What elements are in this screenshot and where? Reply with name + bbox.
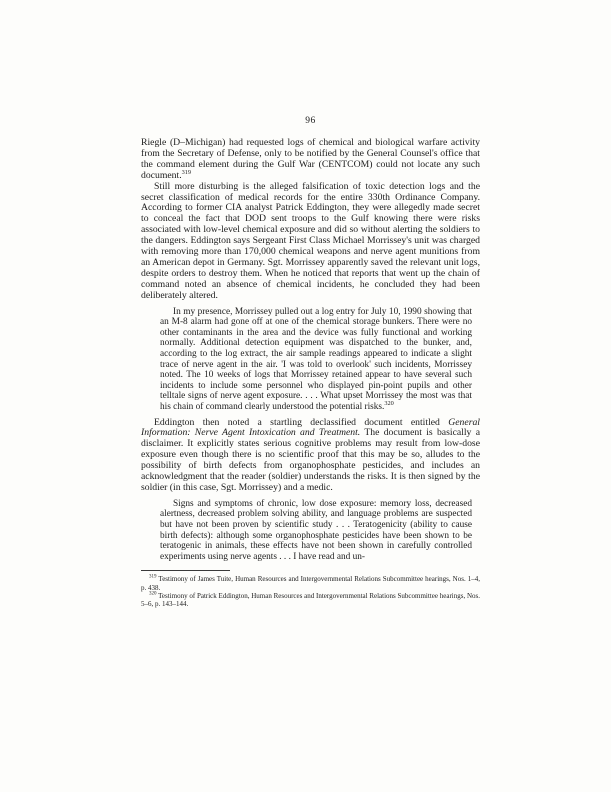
page-number: 96 xyxy=(305,116,316,126)
footnote-ref-320: 320 xyxy=(384,399,394,407)
quote-text: Signs and symptoms of chronic, low dose exposure: memory loss, decreased alertness, decreased problem solving ability, and language problems are suspected but have not been proven by scientific study . . . Teratogenicity (ability to cause birth defects): although some organophosphate pesticides have been shown to be teratogenic in animals, these effects have not been shown in carefully controlled experiments using nerve agents . . . I have read and un- xyxy=(160,498,472,562)
paragraph-text: Eddington then noted a startling declassified document entitled xyxy=(154,416,449,428)
block-quote-disclaimer xyxy=(160,499,472,563)
quote-text: In my presence, Morrissey pulled out a log entry for July 10, 1990 showing that an M-8 alarm had gone off at one of the chemical storage bunkers. There were no other contaminants in the area and the device was fully functional and working normally. Additional detection equipment was dispatched to the bunker, and, according to the log extract, the air sample readings appeared to indicate a slight trace of nerve agent in the air. 'I was told to overlook' such incidents, Morrissey noted. The 10 weeks of logs that Morrissey retained appear to have several such incidents to include some personnel who displayed pin-point pupils and other telltale signs of nerve agent exposure. . . . What upset Morrissey the most was that his chain of command clearly understood the potential risks. xyxy=(160,306,472,412)
paragraph-text: Still more disturbing is the alleged falsification of toxic detection logs and the secret classification of medical records for the entire 330th Ordinance Company. According to former CIA analyst Patrick Eddington, they were allegedly made secret to conceal the fact that DOD sent troops to the Gulf knowing there were risks associated with low-level chemical exposure and did so without alerting the soldiers to the dangers. Eddington says Sergeant First Class Michael Morrissey's unit was charged with removing more than 170,000 chemical weapons and nerve agent munitions from an American depot in Germany. Sgt. Morrissey apparently saved the relevant unit logs, despite orders to destroy them. When he noticed that reports that went up the chain of command noted an absence of chemical incidents, he concluded they had been deliberately altered. xyxy=(141,180,480,301)
footnote-divider xyxy=(141,570,230,571)
document-title: General Information: Nerve Agent Intoxication and Treatment. xyxy=(141,416,480,439)
paragraph-riegle xyxy=(141,138,480,182)
footnote-320 xyxy=(141,592,480,608)
footnote-319 xyxy=(141,575,480,591)
footnote-number: 320 xyxy=(149,591,157,597)
footnote-text: Testimony of Patrick Eddington, Human Resources and Intergovernmental Relations Subcommittee hearings, Nos. 5–6, p. 143–144. xyxy=(141,591,480,609)
paragraph-eddington-document xyxy=(141,418,480,494)
paragraph-text: The document is basically a disclaimer. It explicitly states serious cognitive problems may result from low-dose exposure even though there is no scientific proof that this may be so, alludes to the possibility of birth defects from organophosphate pesticides, and includes an acknowledgment that the reader (soldier) understands the risks. It is then signed by the soldier (in this case, Sgt. Morrissey) and a medic. xyxy=(141,427,480,493)
footnote-text: Testimony of James Tuite, Human Resources and Intergovernmental Relations Subcommittee hearings, Nos. 1–4, p. 438. xyxy=(141,575,480,592)
block-quote-morrissey-log xyxy=(160,307,472,413)
paragraph-text: Riegle (D–Michigan) had requested logs of chemical and biological warfare activity from the Secretary of Defense, only to be notified by the General Counsel's office that the command element during the Gulf War (CENTCOM) could not locate any such document. xyxy=(141,137,480,181)
footnote-number: 319 xyxy=(149,575,157,581)
text-block xyxy=(141,116,480,608)
footnotes-section xyxy=(141,570,480,608)
paragraph-falsification xyxy=(141,182,480,302)
footnote-ref-319: 319 xyxy=(181,168,192,176)
